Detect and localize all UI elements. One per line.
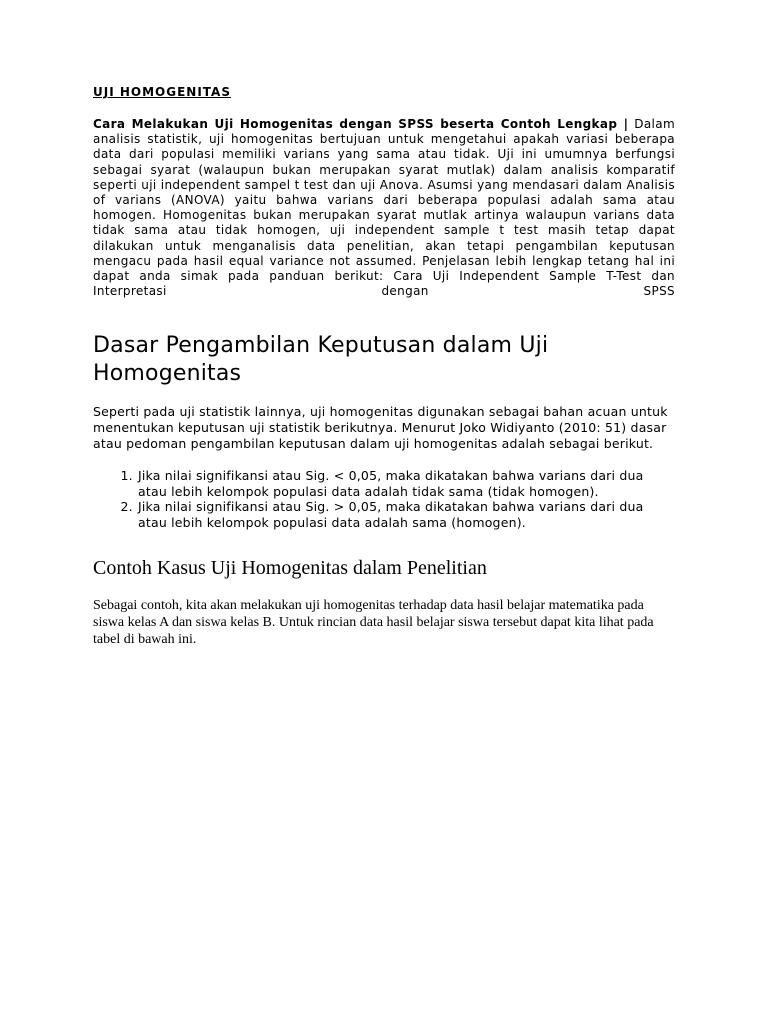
decision-criteria-list: [93, 468, 675, 530]
document-page: [93, 84, 675, 648]
section-heading-uji-homogenitas: UJI HOMOGENITAS: [93, 85, 231, 99]
intro-paragraph: [93, 117, 675, 299]
intro-title: Cara Melakukan Uji Homogenitas dengan SPSS beserta Contoh Lengkap |: [93, 117, 629, 131]
contoh-paragraph: Sebagai contoh, kita akan melakukan uji homogenitas terhadap data hasil belajar matematika pada siswa kelas A dan siswa kelas B. Untuk rincian data hasil belajar siswa tersebut dapat kita lihat pada tabel di bawah ini.: [93, 598, 654, 648]
dasar-paragraph: Seperti pada uji statistik lainnya, uji homogenitas digunakan sebagai bahan acuan untuk menentukan keputusan uji statistik berikutnya. Menurut Joko Widiyanto (2010: 51) dasar atau pedoman pengambilan keputusan dalam uji homogenitas adalah sebagai berikut.: [93, 404, 668, 452]
list-item: 1. Jika nilai signifikansi atau Sig. < 0,05, maka dikatakan bahwa varians dari dua atau lebih kelompok populasi data adalah tidak sama (tidak homogen).: [137, 468, 675, 499]
heading-contoh-kasus: Contoh Kasus Uji Homogenitas dalam Penelitian: [93, 557, 487, 580]
intro-body: Dalam analisis statistik, uji homogenitas bertujuan untuk mengetahui apakah variasi beberapa data dari populasi memiliki varians yang sama atau tidak. Uji ini umumnya berfungsi sebagai syarat (walaupun bukan merupakan syarat mutlak) dalam analisis komparatif seperti uji independent sampel t test dan uji Anova. Asumsi yang mendasari dalam Analisis of varians (ANOVA) yaitu bahwa varians dari beberapa populasi adalah sama atau homogen. Homogenitas bukan merupakan syarat mutlak artinya walaupun varians data tidak sama atau tidak homogen, uji independent sample t test masih tetap dapat dilakukan untuk menganalisis data penelitian, akan tetapi pengambilan keputusan mengacu pada hasil equal variance not assumed. Penjelasan lebih lengkap tetang hal ini dapat anda simak pada panduan berikut: Cara Uji Independent Sample T-Test dan Interpretasi dengan SPSS: [93, 117, 675, 299]
list-item: 2. Jika nilai signifikansi atau Sig. > 0,05, maka dikatakan bahwa varians dari dua atau lebih kelompok populasi data adalah sama (homogen).: [137, 499, 675, 530]
heading-dasar-pengambilan-keputusan: Dasar Pengambilan Keputusan dalam Uji Homogenitas: [93, 333, 549, 387]
